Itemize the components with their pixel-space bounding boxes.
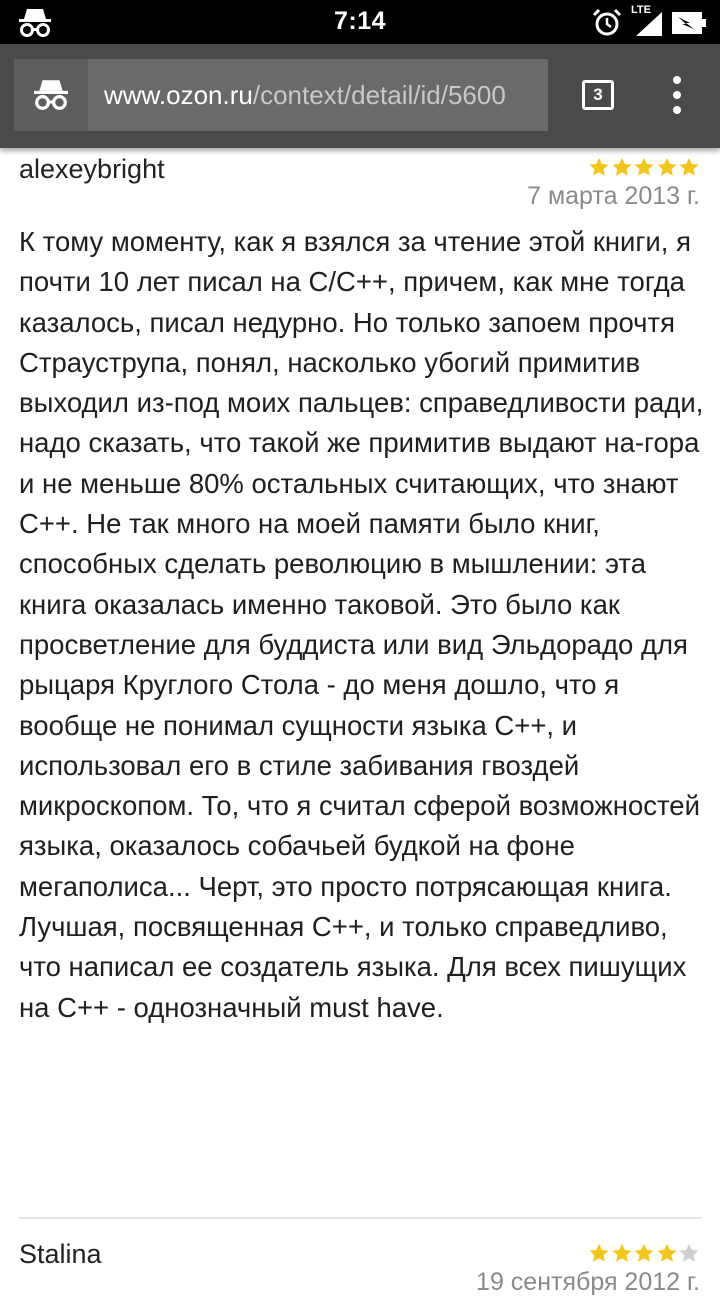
star-filled-icon: [633, 1242, 655, 1264]
url-path: /context/detail/id/5600: [252, 80, 506, 110]
star-filled-icon: [678, 156, 700, 178]
battery-charging-icon: [672, 12, 706, 34]
star-rating: [588, 156, 701, 178]
review-item: [0, 1228, 720, 1296]
review-date: 19 сентября 2012 г.: [476, 1268, 700, 1296]
browser-toolbar: [0, 44, 720, 148]
star-filled-icon: [656, 156, 678, 178]
star-filled-icon: [611, 1242, 633, 1264]
star-rating: [588, 1242, 701, 1264]
review-date: 7 марта 2013 г.: [527, 182, 700, 210]
incognito-badge: [14, 59, 88, 131]
url-host: www.ozon.ru: [104, 80, 253, 110]
review-text: К тому моменту, как я взялся за чтение этой книги, я почти 10 лет писал на C/C++, причем, как мне тогда казалось, писал недурно. Но только запоем прочтя Страуструпа, понял, насколько убогий примитив выходил из-под моих пальцев: справедливости ради, надо сказать, что такой же примитив выдают на-гора и не меньше 80% остальных считающих, что знают С++. Не так много на моей памяти было книг, способных сделать революцию в мышлении: эта книга оказалась именно таковой. Это было как просветление для буддиста или вид Эльдорадо для рыцаря Круглого Стола - до меня дошло, что я вообще не понимал сущности языка С++, и использовал его в стиле забивания гвоздей микроскопом. То, что я считал сферой возможностей языка, оказалось собачьей будкой на фоне мегаполиса... Черт, это просто потрясающая книга. Лучшая, посвященная С++, и только справедливо, что написал ее создатель языка. Для всех пишущих на С++ - однозначный must have.: [19, 226, 704, 1023]
network-type-label: LTE: [631, 4, 651, 16]
url-bar[interactable]: [14, 59, 548, 131]
review-author[interactable]: Stalina: [19, 1239, 102, 1269]
url-text[interactable]: [104, 80, 540, 112]
status-bar: [0, 0, 720, 44]
incognito-icon: [33, 77, 69, 111]
review-item: [0, 148, 720, 1208]
star-filled-icon: [588, 156, 610, 178]
divider: [19, 1217, 702, 1219]
star-filled-icon: [611, 156, 633, 178]
tab-switcher-button[interactable]: 3: [582, 80, 614, 110]
star-filled-icon: [656, 1242, 678, 1264]
alarm-icon: [592, 8, 622, 38]
clock: 7:14: [333, 7, 387, 35]
star-empty-icon: [678, 1242, 700, 1264]
review-author[interactable]: alexeybright: [19, 154, 165, 184]
signal-icon: [630, 6, 666, 38]
overflow-menu-icon[interactable]: [666, 76, 688, 116]
star-filled-icon: [633, 156, 655, 178]
star-filled-icon: [588, 1242, 610, 1264]
